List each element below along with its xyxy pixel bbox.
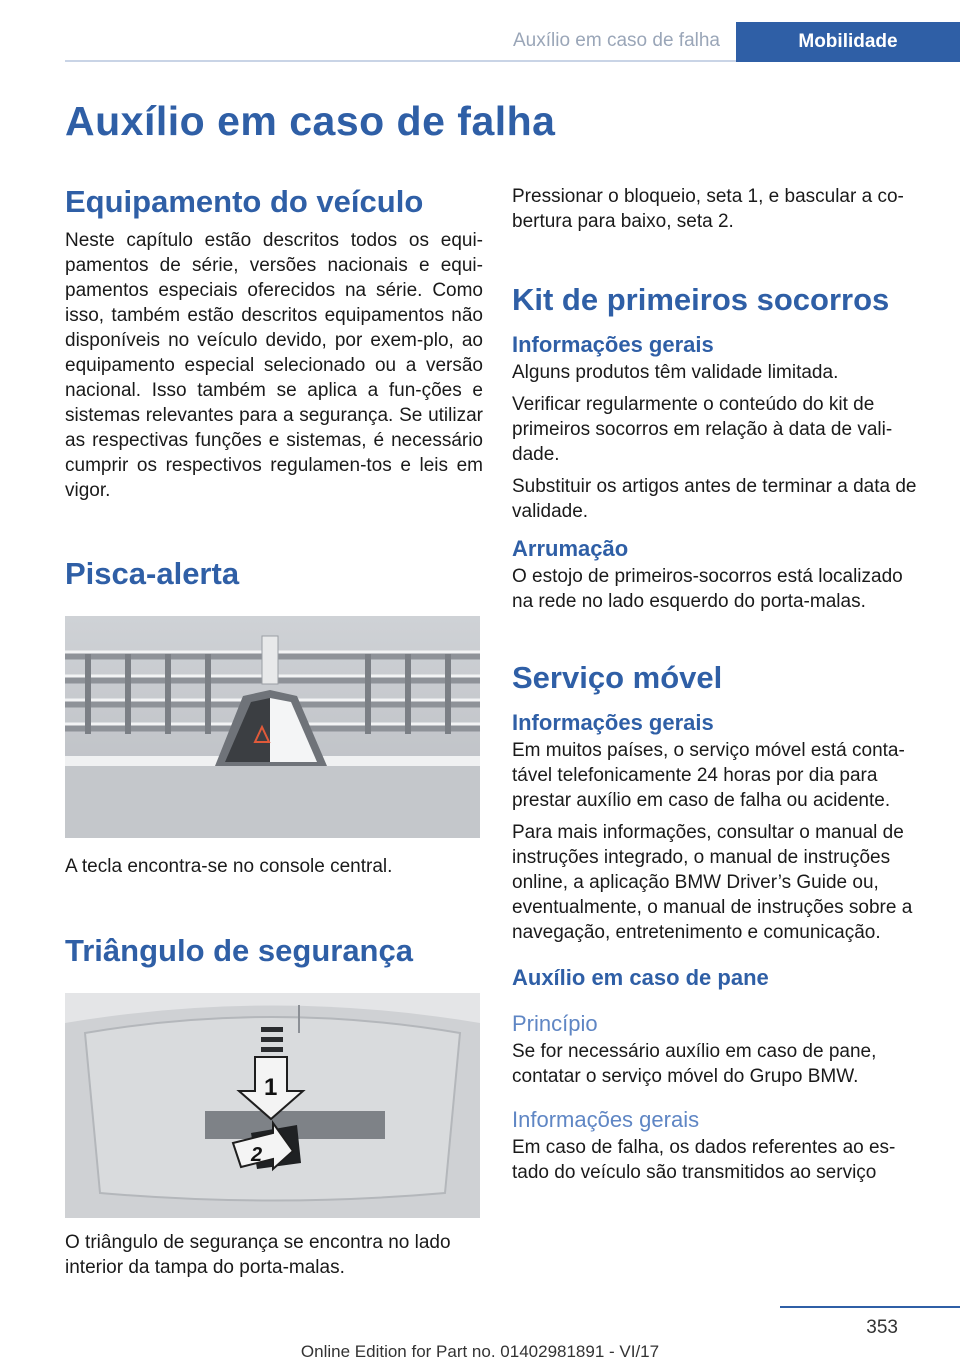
subsubsection-title-informacoes-gerais-pane: Informações gerais [512, 1107, 700, 1132]
caption-warning-triangle: O triângulo de segurança se encontra no lado interior da tampa do porta-malas. [65, 1232, 451, 1278]
footer-edition: Online Edition for Part no. 01402981891 - VI/17 [300, 1342, 660, 1361]
hazard-switch-illustration [65, 616, 480, 838]
paragraph-kit-replace: Substituir os artigos antes de terminar a data de validade. [512, 476, 917, 522]
section-title-equipamento: Equipamento do veículo [65, 184, 424, 219]
right-column [512, 184, 928, 1185]
paragraph-kit-validity: Alguns produtos têm validade limitada. [512, 362, 839, 383]
footer-line [780, 1306, 960, 1308]
page-number: 353 [866, 1317, 898, 1338]
paragraph-lock-instructions: Pressionar o bloqueio, seta 1, e bascular a co-bertura para baixo, seta 2. [512, 186, 904, 232]
paragraph-pane-data: Em caso de falha, os dados referentes ao es-tado do veículo são transmitidos ao serviço [512, 1137, 896, 1183]
arrow-2-label: 2 [251, 1144, 263, 1166]
section-title-pisca-alerta: Pisca-alerta [65, 556, 240, 591]
subsection-title-informacoes-gerais-servico: Informações gerais [512, 710, 714, 735]
section-title-servico-movel: Serviço móvel [512, 660, 723, 695]
arrow-1-label: 1 [264, 1074, 278, 1101]
paragraph-kit-location: O estojo de primeiros-socorros está localizado na rede no lado esquerdo do porta-malas. [512, 566, 903, 612]
paragraph-kit-check: Verificar regularmente o conteúdo do kit de primeiros socorros em relação à data de vali-dade. [512, 394, 893, 465]
subsection-title-auxilio-pane: Auxílio em caso de pane [512, 965, 769, 990]
subsubsection-title-principio: Princípio [512, 1011, 598, 1036]
paragraph-servico-availability: Em muitos países, o serviço móvel está conta-tável telefonicamente 24 horas por dia para prestar auxílio em caso de falha ou acidente. [512, 740, 905, 811]
section-title-triangulo: Triângulo de segurança [65, 933, 413, 968]
caption-hazard-switch: A tecla encontra-se no console central. [65, 856, 393, 877]
warning-triangle-figure [65, 993, 480, 1218]
section-title-kit-primeiros-socorros: Kit de primeiros socorros [512, 282, 890, 317]
paragraph-equipamento: Neste capítulo estão descritos todos os equi-pamentos de série, versões nacionais e equi-pamentos especiais oferecidos na série. Como isso, também estão descritos equipamentos não disponíveis no veículo devido, por exem-plo, ao equipamento especial selecionado ou a versão nacional. Isso também se aplica a fun-ções e sistemas relevantes para a segurança. Se utilizar as respectivas funções e sistemas, é necessário cumprir os respectivos regulamen-tos e leis em vigor. [65, 230, 483, 501]
header-chapter-tab[interactable]: Mobilidade [736, 22, 960, 62]
subsection-title-informacoes-gerais-kit: Informações gerais [512, 332, 714, 357]
paragraph-servico-more-info: Para mais informações, consultar o manual de instruções integrado, o manual de instruções online, a aplicação BMW Driver’s Guide ou, eventualmente, o manual de instruções sobre a navegação, entretenimento e comunicação. [512, 822, 913, 943]
paragraph-principio: Se for necessário auxílio em caso de pane, contatar o serviço móvel do Grupo BMW. [512, 1041, 877, 1087]
left-column [65, 182, 483, 1280]
trunk-lid-illustration [65, 993, 480, 1218]
subsection-title-arrumacao: Arrumação [512, 536, 629, 561]
page-title: Auxílio em caso de falha [65, 98, 556, 144]
header-section-title[interactable]: Auxílio em caso de falha [512, 30, 720, 51]
hazard-switch-figure [65, 616, 480, 838]
